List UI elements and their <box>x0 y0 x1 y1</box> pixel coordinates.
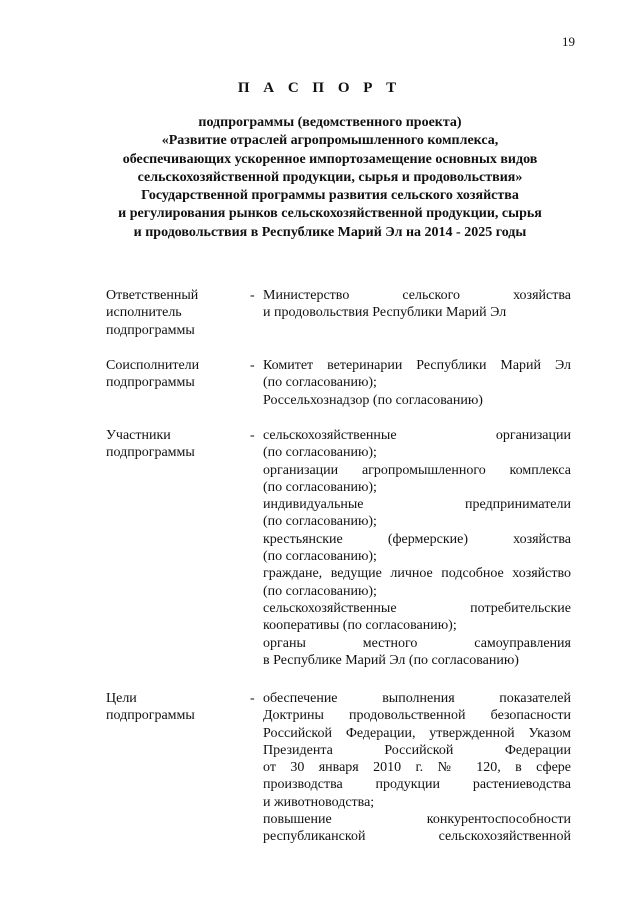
page-number: 19 <box>562 34 575 49</box>
content-line: и продовольствия Республики Марий Эл <box>263 305 507 321</box>
subtitle-line: Государственной программы развития сельского хозяйства <box>141 188 519 204</box>
content-line: (по согласованию); <box>263 375 377 391</box>
subtitle-line: и регулирования рынков сельскохозяйственной продукции, сырья <box>118 206 542 222</box>
label-line: подпрограммы <box>106 375 195 391</box>
subtitle-line: подпрограммы (ведомственного проекта) <box>198 115 462 130</box>
subtitle-line: «Развитие отраслей агропромышленного комплекса, <box>161 133 499 149</box>
content-line: в Республике Марий Эл (по согласованию) <box>263 652 519 668</box>
label-line: Цели <box>106 691 137 706</box>
row-co-executors <box>0 357 639 427</box>
label-line: Соисполнители <box>106 358 200 373</box>
content-line: (по согласованию); <box>263 445 377 461</box>
label-line: подпрограммы <box>106 445 195 461</box>
content-line: (по согласованию); <box>263 549 377 565</box>
passport-table <box>0 287 639 860</box>
content-line: Россельхознадзор (по согласованию) <box>263 392 483 408</box>
subtitle-line: и продовольствия в Республике Марий Эл на 2014 - 2025 годы <box>133 224 527 240</box>
subtitle-line: сельскохозяйственной продукции, сырья и продовольствия» <box>137 169 523 185</box>
row-label <box>106 427 246 462</box>
row-dash: - <box>250 358 255 373</box>
content-line: кооперативы (по согласованию); <box>263 618 457 634</box>
label-line: Участники <box>106 428 171 443</box>
row-label <box>106 690 246 725</box>
subtitle-line: обеспечивающих ускоренное импортозамещение основных видов <box>122 151 538 167</box>
content-line: крестьянские (фермерские) хозяйства <box>263 531 571 547</box>
content-line: Министерство сельского хозяйства <box>263 288 571 303</box>
content-line: Доктрины продовольственной безопасности <box>263 708 571 724</box>
document-title: П А С П О Р Т <box>237 80 402 96</box>
label-line: Ответственный <box>106 288 199 303</box>
row-participants <box>0 427 639 690</box>
document-subtitle <box>90 114 570 242</box>
row-dash: - <box>250 691 255 706</box>
row-goals <box>0 690 639 860</box>
row-content <box>263 690 571 846</box>
label-line: подпрограммы <box>106 708 195 724</box>
label-line: исполнитель <box>106 305 182 321</box>
content-line: сельскохозяйственные организации <box>263 428 571 443</box>
content-line: граждане, ведущие личное подсобное хозяйство <box>263 566 571 582</box>
content-line: и животноводства; <box>263 794 375 810</box>
label-line: подпрограммы <box>106 322 195 338</box>
content-line: (по согласованию); <box>263 514 377 530</box>
row-content <box>263 427 571 669</box>
content-line: организации агропромышленного комплекса <box>263 462 571 478</box>
content-line: (по согласованию); <box>263 479 377 495</box>
content-line: (по согласованию); <box>263 583 377 599</box>
row-content <box>263 357 571 409</box>
row-dash: - <box>250 288 255 303</box>
row-responsible-executor <box>0 287 639 357</box>
content-line: Комитет ветеринарии Республики Марий Эл <box>263 358 571 373</box>
content-line: повышение конкурентоспособности <box>263 812 571 828</box>
content-line: органы местного самоуправления <box>263 635 571 651</box>
content-line: Президента Российской Федерации <box>263 742 571 758</box>
row-content <box>263 287 571 322</box>
row-label <box>106 357 246 392</box>
content-line: республиканской сельскохозяйственной <box>263 829 571 845</box>
content-line: от 30 января 2010 г. № 120, в сфере <box>263 760 571 776</box>
content-line: индивидуальные предприниматели <box>263 497 571 513</box>
content-line: производства продукции растениеводства <box>263 777 571 793</box>
row-dash: - <box>250 428 255 443</box>
content-line: обеспечение выполнения показателей <box>263 691 571 706</box>
content-line: сельскохозяйственные потребительские <box>263 600 571 616</box>
content-line: Российской Федерации, утвержденной Указом <box>263 725 571 741</box>
row-label <box>106 287 246 339</box>
